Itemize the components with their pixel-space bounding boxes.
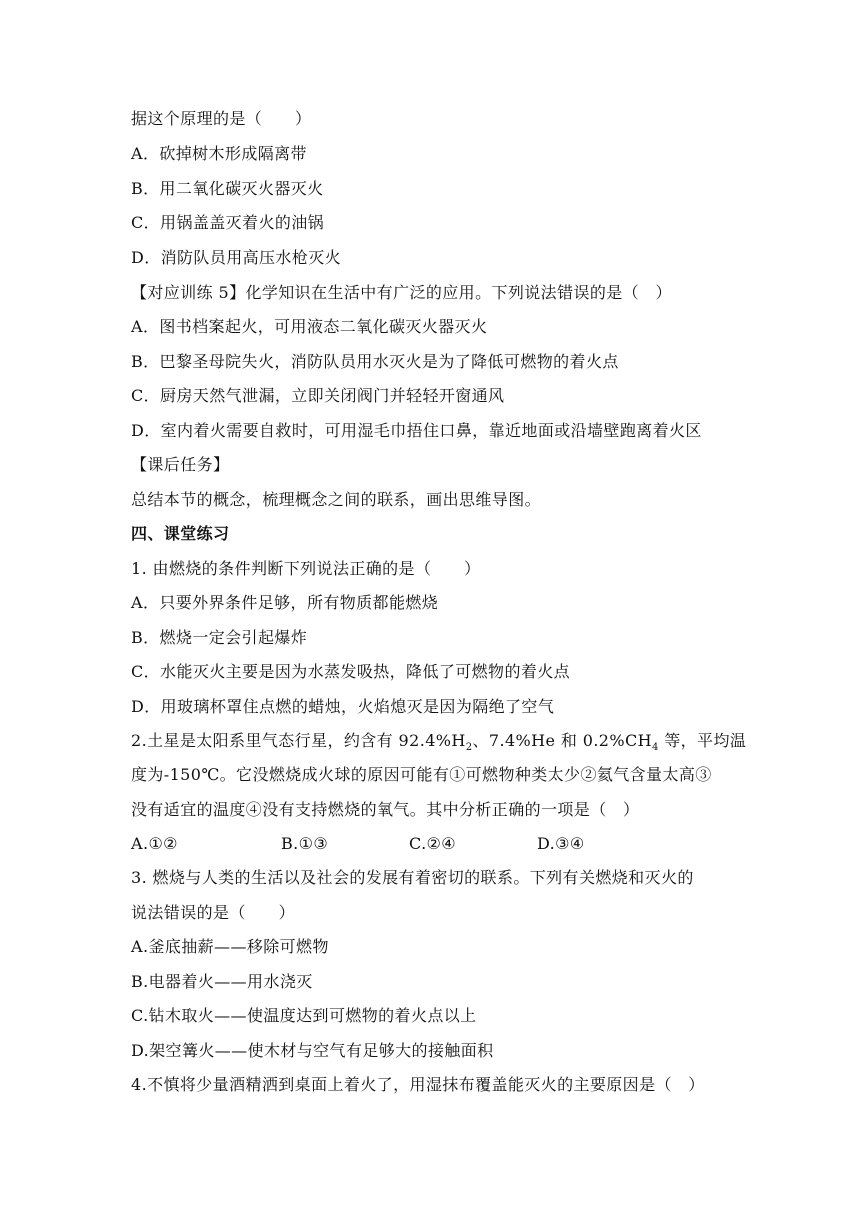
option-d: D.架空篝火——使木材与空气有足够大的接触面积 — [131, 1041, 494, 1060]
option-c: C.②④ — [409, 834, 457, 853]
question-3-line-1: 3. 燃烧与人类的生活以及社会的发展有着密切的联系。下列有关燃烧和灭火的 — [131, 868, 694, 887]
option-a: A.①② — [131, 834, 178, 853]
option-d: D．室内着火需要自救时，可用湿毛巾捂住口鼻，靠近地面或沿墙壁跑离着火区 — [131, 421, 702, 440]
question-2-line-1 — [131, 731, 747, 754]
subscript: 2 — [465, 742, 473, 754]
option-b: B．燃烧一定会引起爆炸 — [131, 628, 308, 647]
question-2-line-3: 没有适宜的温度④没有支持燃烧的氧气。其中分析正确的一项是（ ） — [131, 800, 640, 819]
exercise-5-question: 【对应训练 5】化学知识在生活中有广泛的应用。下列说法错误的是（ ） — [131, 283, 672, 302]
question-2-text-b: 、7.4%He 和 0.2%CH — [472, 731, 652, 750]
question-2-options — [131, 834, 585, 854]
option-d: D．消防队员用高压水枪灭火 — [131, 248, 342, 267]
question-4-line-1: 4.不慎将少量酒精洒到桌面上着火了，用湿抹布覆盖能灭火的主要原因是（ ） — [131, 1075, 705, 1094]
question-2-line-2: 度为-150℃。它没燃烧成火球的原因可能有①可燃物种类太少②氦气含量太高③ — [131, 765, 712, 784]
option-c: C．水能灭火主要是因为水蒸发吸热，降低了可燃物的着火点 — [131, 662, 571, 681]
subscript: 4 — [652, 742, 659, 754]
option-d: D．用玻璃杯罩住点燃的蜡烛，火焰熄灭是因为隔绝了空气 — [131, 697, 555, 716]
option-c: C．厨房天然气泄漏，立即关闭阀门并轻轻开窗通风 — [131, 386, 505, 405]
question-2-text-a: 2.土星是太阳系里气态行星，约含有 92.4%H — [131, 731, 466, 750]
question-2-text-c: 等，平均温 — [658, 731, 747, 750]
option-a: A．砍掉树木形成隔离带 — [131, 144, 307, 163]
option-a: A.釜底抽薪——移除可燃物 — [131, 937, 329, 956]
question-3-line-2: 说法错误的是（ ） — [131, 903, 296, 922]
option-d: D.③④ — [537, 834, 585, 853]
section-heading-practice: 四、课堂练习 — [131, 524, 230, 543]
option-c: C.钻木取火——使温度达到可燃物的着火点以上 — [131, 1006, 477, 1025]
text-line: 据这个原理的是（ ） — [131, 109, 312, 128]
option-a: A．只要外界条件足够，所有物质都能燃烧 — [131, 593, 439, 612]
question-1: 1. 由燃烧的条件判断下列说法正确的是（ ） — [131, 559, 481, 578]
option-b: B．巴黎圣母院失火，消防队员用水灭火是为了降低可燃物的着火点 — [131, 352, 619, 371]
option-a: A．图书档案起火，可用液态二氧化碳灭火器灭火 — [131, 317, 488, 336]
option-b: B．用二氧化碳灭火器灭火 — [131, 179, 324, 198]
section-heading-homework: 【课后任务】 — [131, 455, 230, 474]
option-b: B.电器着火——用水浇灭 — [131, 972, 313, 991]
option-c: C．用锅盖盖灭着火的油锅 — [131, 213, 325, 232]
option-b: B.①③ — [281, 834, 329, 853]
homework-text: 总结本节的概念，梳理概念之间的联系，画出思维导图。 — [131, 490, 542, 509]
